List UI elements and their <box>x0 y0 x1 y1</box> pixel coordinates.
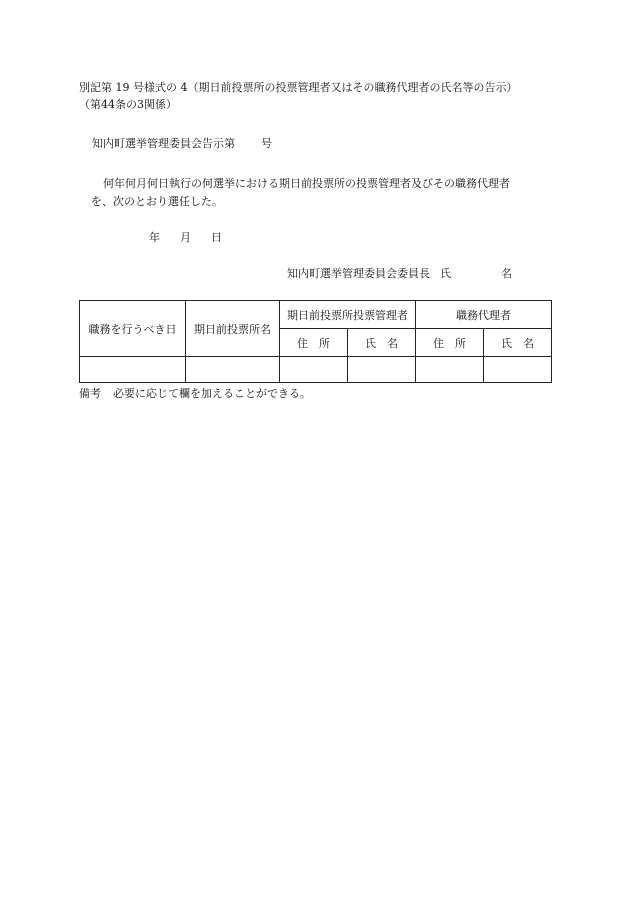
header-deputy-address: 住 所 <box>416 329 484 357</box>
manager-table <box>79 300 552 383</box>
notice-suffix: 号 <box>261 137 272 150</box>
date-month: 月 <box>180 231 191 244</box>
notice-number <box>92 137 272 151</box>
body-text-line1: 何年何月何日執行の何選挙における期日前投票所の投票管理者及びその職務代理者 <box>103 177 510 190</box>
body-text-line2: を、次のとおり選任した。 <box>91 195 223 208</box>
article-reference: （第44条の3関係） <box>79 98 177 111</box>
date-line <box>149 231 222 245</box>
remarks <box>79 387 311 401</box>
remarks-label: 備考 <box>79 387 101 400</box>
cell-deputy-address[interactable] <box>416 357 484 383</box>
signer-title: 知内町選挙管理委員会委員長 <box>287 267 430 280</box>
signer-mei: 名 <box>501 267 512 280</box>
cell-duty-day[interactable] <box>80 357 186 383</box>
date-day: 日 <box>211 231 222 244</box>
notice-prefix: 知内町選挙管理委員会告示第 <box>92 137 235 150</box>
date-year: 年 <box>149 231 160 244</box>
cell-polling-place[interactable] <box>186 357 280 383</box>
header-manager-name: 氏 名 <box>348 329 416 357</box>
table-row <box>80 357 552 383</box>
header-deputy: 職務代理者 <box>416 301 552 329</box>
header-polling-place: 期日前投票所名 <box>186 301 280 357</box>
cell-manager-name[interactable] <box>348 357 416 383</box>
remarks-text: 必要に応じて欄を加えることができる。 <box>113 387 311 400</box>
header-deputy-name: 氏 名 <box>484 329 552 357</box>
header-duty-day: 職務を行うべき日 <box>80 301 186 357</box>
signer-shi: 氏 <box>440 267 451 280</box>
cell-manager-address[interactable] <box>280 357 348 383</box>
header-manager: 期日前投票所投票管理者 <box>280 301 416 329</box>
signer-line <box>287 267 512 281</box>
header-manager-address: 住 所 <box>280 329 348 357</box>
form-header: 別記第 19 号様式の 4（期日前投票所の投票管理者又はその職務代理者の氏名等の告示） <box>79 81 518 94</box>
cell-deputy-name[interactable] <box>484 357 552 383</box>
